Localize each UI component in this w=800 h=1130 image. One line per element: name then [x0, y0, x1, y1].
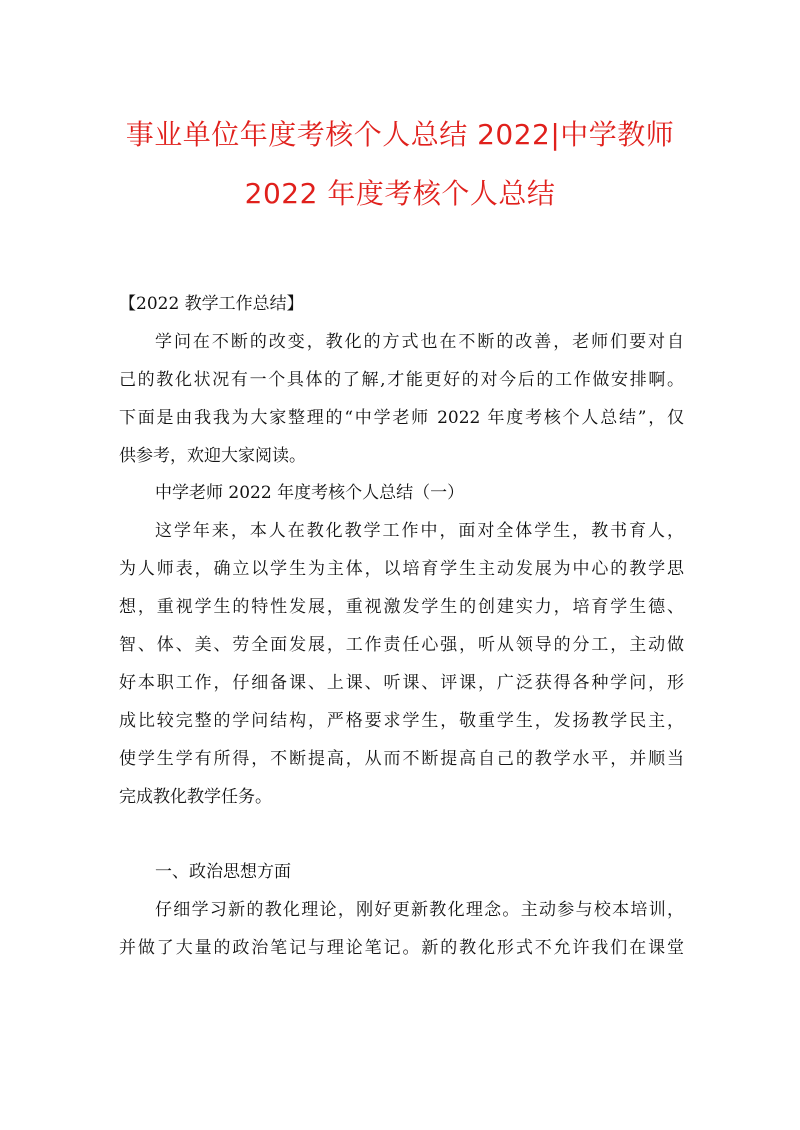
- intro-line: 学问在不断的改变，教化的方式也在不断的改善，老师们要对自: [155, 331, 684, 352]
- intro-line: 己的教化状况有一个具体的了解,才能更好的对今后的工作做安排啊。: [119, 369, 684, 390]
- section-heading: 一、政治思想方面: [155, 862, 291, 883]
- paragraph-line: 使学生学有所得，不断提高，从而不断提高自己的教学水平，并顺当: [119, 748, 684, 769]
- document-title-line-1: 事业单位年度考核个人总结 2022|中学教师: [125, 118, 675, 151]
- paragraph-line: 并做了大量的政治笔记与理论笔记。新的教化形式不允许我们在课堂: [119, 938, 684, 959]
- document-body: [119, 286, 684, 968]
- section-header: 【2022 教学工作总结】: [119, 294, 304, 314]
- paragraph-line: 仔细学习新的教化理论，刚好更新教化理念。主动参与校本培训，: [155, 900, 684, 921]
- paragraph-line: 好本职工作，仔细备课、上课、听课、评课，广泛获得各种学问，形: [119, 672, 684, 693]
- paragraph-line: 智、体、美、劳全面发展，工作责任心强，听从领导的分工，主动做: [119, 635, 684, 656]
- subtitle: 中学老师 2022 年度考核个人总结（一）: [155, 483, 465, 504]
- intro-line: 供参考，欢迎大家阅读。: [119, 445, 306, 466]
- paragraph-line: 想，重视学生的特性发展，重视激发学生的创建实力，培育学生德、: [119, 597, 684, 618]
- intro-line: 下面是由我我为大家整理的“中学老师 2022 年度考核个人总结”，仅: [119, 407, 684, 428]
- paragraph-line: 完成教化教学任务。: [119, 786, 272, 807]
- paragraph-line: 这学年来，本人在教化教学工作中，面对全体学生，教书育人，: [155, 521, 684, 542]
- paragraph-line: 成比较完整的学问结构，严格要求学生，敬重学生，发扬教学民主，: [119, 710, 684, 731]
- paragraph-line: 为人师表，确立以学生为主体，以培育学生主动发展为中心的教学思: [119, 559, 684, 580]
- document-title-line-2: 2022 年度考核个人总结: [244, 177, 556, 210]
- blank-line: [119, 816, 684, 854]
